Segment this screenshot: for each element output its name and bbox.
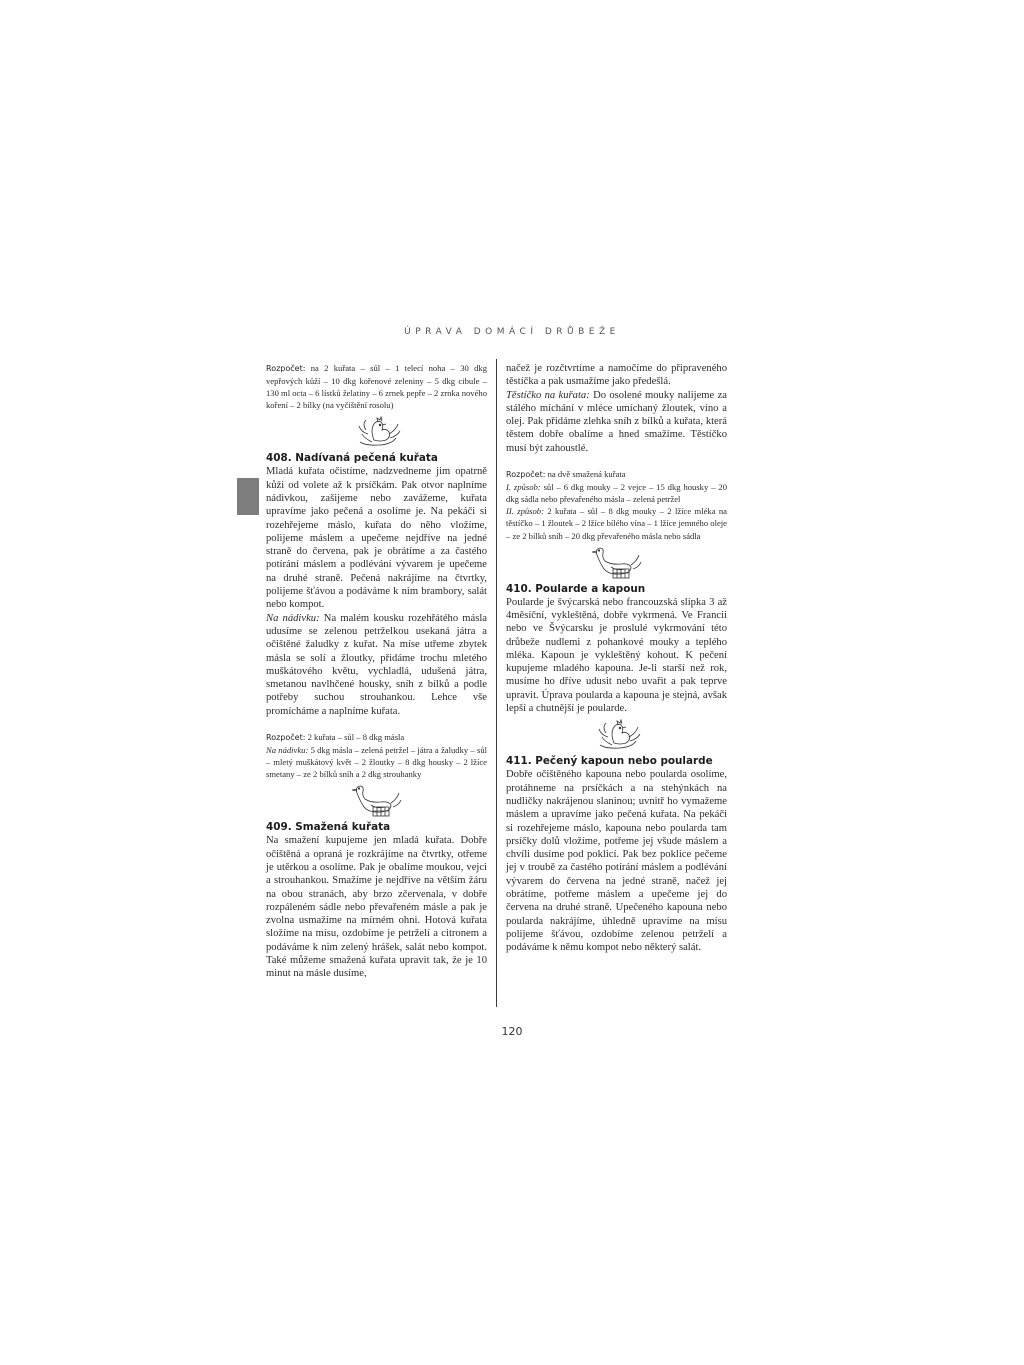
budget-way-2-text: 2 kuřata – sůl – 8 dkg mouky – 2 lžíce mléka na těstíčko – 1 žloutek – 2 lžíce bílého vína – 1 lžíce jemného oleje – ze 2 bílků sníh – 20 dkg převařeného másla nebo sádla [506,506,727,541]
recipe-409-continuation: načež je rozčtvrtíme a namočíme do připraveného těstíčka a pak usmažíme jako předešlá. [506,363,727,388]
rooster-vignette-icon [592,719,642,753]
budget-way-1-label: I. způsob: [506,482,541,493]
budget-way-2 [506,505,727,541]
recipe-409-body: Na smažení kupujeme jen mladá kuřata. Dobře očištěná a opraná je rozkrájíme na čtvrtky, otřeme je utěrkou a osolíme. Pak je obalíme moukou, vejci a strouhankou. Smažíme je nejdříve na větším žáru na obou stranách, aby brzo zčervenala, v dobře rozpáleném sádle nebo převařeném másle a pak je zvolna usmažíme na mírném ohni. Hotová kuřata složíme na mísu, ozdobíme je petrželí a citronem a podáváme k nim zelený hrášek, salát nebo kompot. Také můžeme smažená kuřata upravit tak, že je 10 minut na másle dusíme, [266,835,487,980]
batter-label: Těstíčko na kuřata: [506,389,590,401]
recipe-408-body: Mladá kuřata očistíme, nadzvedneme jim opatrně kůži od volete až k prsíčkám. Pak otvor naplníme nádivkou, zašijeme nebo zavážeme, kuřata upravíme jako pečená a osolíme je. Na pekáči si rozehřejeme máslo, kuřata do něho vložíme, polijeme máslem a upečeme nejdříve na jedné straně do červena, pak je obrátíme a za častého potírání máslem a podlévání vývarem je upečeme na druhé straně. Pečená nakrájíme na čtvrtky, polijeme šťávou a podáváme k nim brambory, salát nebo kompot. [266,466,487,611]
recipe-408-budget-stuffing [266,744,487,780]
intro-budget-text: na 2 kuřata – sůl – 1 telecí noha – 30 dkg vepřových kůží – 10 dkg kořenové zeleniny – 5 dkg cibule – 130 ml octa – 6 lístků želatiny – 6 zrnek pepře – 2 zrnka nového koření – 2 bílky (na vyčištění rosolu) [266,363,487,411]
left-column [266,362,487,981]
recipe-409-budget-label: Rozpočet: [506,470,546,480]
right-column [506,362,727,954]
chapter-side-tab [237,478,259,515]
recipe-411-title: 411. Pečený kapoun nebo poularde [506,755,713,768]
rooster-vignette-icon [352,416,402,450]
recipe-408-budget-label: Rozpočet: [266,733,306,743]
recipe-410-body: Poularde je švýcarská nebo francouzská slípka 3 až 4měsíční, vykleštěná, dobře vykrmená. Ve Francii nebo ve Švýcarsku je proslulé vykrmování této drůbeže nudlemi z pohankové mouky a teplého mléka. Kapoun je vykleštěný kohout. K pečení kupujeme mladého kapouna. Je-li starší než rok, musíme ho dříve udusit nebo uvařit a pak teprve upravit. Úprava poularda a kapouna je stejná, avšak lepší a chutnější je poularde. [506,596,727,715]
column-divider [496,359,497,1007]
recipe-410-title: 410. Poularde a kapoun [506,582,646,595]
recipe-408-title: 408. Nadívaná pečená kuřata [266,452,438,465]
budget-way-2-label: II. způsob: [506,506,544,517]
recipe-408-budget [266,731,487,744]
recipe-411-body: Dobře očištěného kapouna nebo poularda osolíme, protáhneme na prsíčkách a na stehýnkách na nudličky nakrájenou slaninou; uvnitř ho vymažeme máslem a upravíme jako pečená kuřata. Na pekáči si rozehřejeme máslo, kapouna nebo poularda tam prsíčky dolů vložíme, potřeme jej všude máslem a chvíli dusíme pod poklicí. Pak bez poklice pečeme jej v troubě za častého potírání máslem a podlévání vývarem do červena na jedné straně, načež jej obrátíme, potřeme máslem a upečeme jej do červena na druhé straně. Upečeného kapouna nebo poularda nakrájíme, úhledně upravíme na mísu polijeme šťávou, ozdobíme zelenou petrželí a podáváme k němu kompot nebo některý salát. [506,769,727,954]
intro-budget-label: Rozpočet: [266,364,306,373]
recipe-408-budget-stuffing-label: Na nádivku: [266,745,309,756]
recipe-409-budget-text: na dvě smažená kuřata [547,469,626,480]
recipe-409-title: 409. Smažená kuřata [266,821,391,834]
page-number: 120 [501,1025,523,1038]
recipe-408-stuffing [266,612,487,718]
batter-text: Do osolené mouky nalijeme za stálého míchání v mléce umíchaný žloutek, víno a olej. Pak přidáme zlehka sníh z bílků a kuřata, která těstem dobře obalíme a hned smažíme. Těstíčko musí být zahoustlé. [506,389,727,454]
budget-way-1-text: sůl – 6 dkg mouky – 2 vejce – 15 dkg housky – 20 dkg sádla nebo převařeného másla – zelená petržel [506,482,727,505]
recipe-408-budget-text: 2 kuřata – sůl – 8 dkg másla [307,732,405,743]
batter-paragraph [506,389,727,455]
budget-way-1 [506,481,727,505]
goose-vignette-icon [351,783,403,819]
recipe-408-budget-stuffing-text: 5 dkg másla – zelená petržel – játra a žaludky – sůl – mletý muškátový květ – 2 žloutky – 8 dkg housky – 2 lžíce smetany – ze 2 bílků sníh a 2 dkg strouhanky [266,745,487,780]
intro-budget [266,362,487,411]
stuffing-text: Na malém kousku rozehřátého másla udusíme se zelenou petrželkou usekaná játra a očištěné žaludky z kuřat. Na míse utřeme zbytek másla se solí a žloutky, přidáme trochu mletého muškátového květu, vychladlá, udušená játra, smetanou navlhčené housky, sníh z bílků a podle potřeby suchou strouhankou. Lehce vše promícháme a naplníme kuřata. [266,612,487,717]
running-head: ÚPRAVA DOMÁCÍ DRŮBEŽE [404,327,620,337]
recipe-409-budget [506,468,727,481]
stuffing-label: Na nádivku: [266,612,320,624]
goose-vignette-icon [591,545,643,581]
